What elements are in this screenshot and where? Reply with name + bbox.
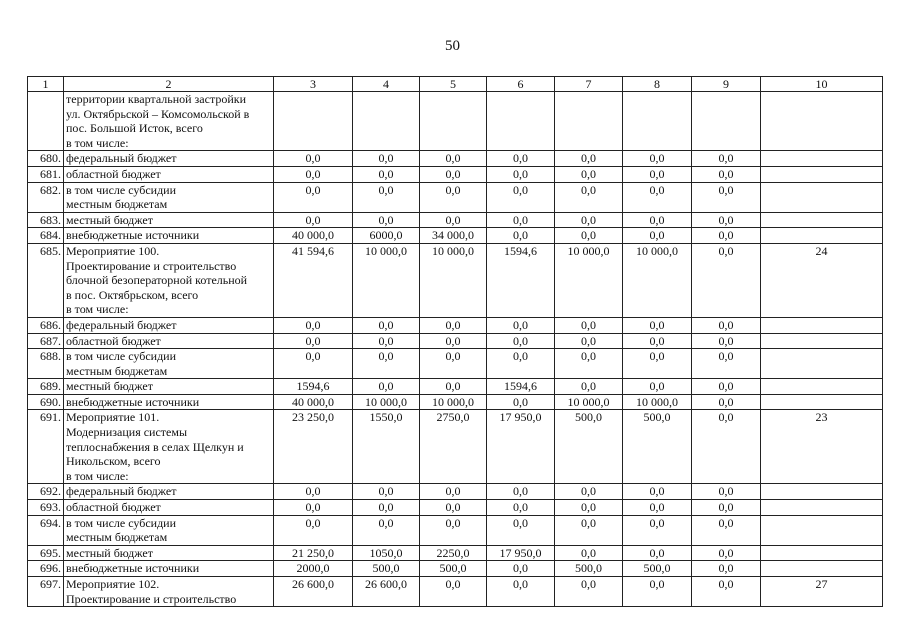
target-indicator-cell: 24 — [761, 243, 883, 317]
amount-cell: 0,0 — [555, 228, 623, 244]
amount-cell: 500,0 — [353, 561, 420, 577]
row-number: 685. — [28, 243, 64, 317]
amount-cell: 0,0 — [692, 243, 761, 317]
row-number: 680. — [28, 151, 64, 167]
target-indicator-cell — [761, 92, 883, 151]
amount-cell: 6000,0 — [353, 228, 420, 244]
amount-cell: 0,0 — [487, 228, 555, 244]
amount-cell: 41 594,6 — [274, 243, 353, 317]
row-number: 686. — [28, 317, 64, 333]
amount-cell: 0,0 — [420, 577, 487, 607]
amount-cell: 0,0 — [623, 212, 692, 228]
amount-cell: 0,0 — [487, 182, 555, 212]
amount-cell: 0,0 — [487, 349, 555, 379]
amount-cell: 0,0 — [487, 151, 555, 167]
amount-cell: 0,0 — [274, 500, 353, 516]
amount-cell: 500,0 — [555, 410, 623, 484]
amount-cell: 0,0 — [692, 182, 761, 212]
target-indicator-cell — [761, 379, 883, 395]
amount-cell: 0,0 — [353, 484, 420, 500]
row-number: 694. — [28, 515, 64, 545]
amount-cell: 0,0 — [692, 500, 761, 516]
table-row — [28, 515, 883, 545]
amount-cell: 1594,6 — [274, 379, 353, 395]
target-indicator-cell — [761, 394, 883, 410]
row-description: Мероприятие 102. Проектирование и строительство — [64, 577, 274, 607]
amount-cell: 0,0 — [353, 333, 420, 349]
amount-cell: 0,0 — [274, 484, 353, 500]
amount-cell: 10 000,0 — [420, 394, 487, 410]
table-body — [28, 77, 883, 607]
amount-cell: 0,0 — [420, 515, 487, 545]
amount-cell: 0,0 — [274, 349, 353, 379]
row-number: 695. — [28, 545, 64, 561]
row-description: местный бюджет — [64, 545, 274, 561]
table-row — [28, 349, 883, 379]
amount-cell: 0,0 — [692, 212, 761, 228]
amount-cell: 0,0 — [692, 379, 761, 395]
amount-cell: 0,0 — [692, 228, 761, 244]
target-indicator-cell — [761, 333, 883, 349]
amount-cell: 17 950,0 — [487, 410, 555, 484]
table-row — [28, 212, 883, 228]
amount-cell: 0,0 — [555, 515, 623, 545]
row-description: местный бюджет — [64, 212, 274, 228]
amount-cell: 0,0 — [623, 545, 692, 561]
row-number: 697. — [28, 577, 64, 607]
row-description: федеральный бюджет — [64, 151, 274, 167]
amount-cell: 0,0 — [353, 212, 420, 228]
table-row — [28, 92, 883, 151]
amount-cell — [555, 92, 623, 151]
amount-cell: 0,0 — [420, 151, 487, 167]
amount-cell: 0,0 — [692, 151, 761, 167]
table-row — [28, 333, 883, 349]
target-indicator-cell — [761, 500, 883, 516]
amount-cell: 0,0 — [420, 379, 487, 395]
row-number — [28, 92, 64, 151]
target-indicator-cell — [761, 228, 883, 244]
amount-cell — [353, 92, 420, 151]
amount-cell: 0,0 — [487, 166, 555, 182]
amount-cell: 0,0 — [353, 317, 420, 333]
target-indicator-cell — [761, 545, 883, 561]
budget-table — [27, 76, 883, 607]
target-indicator-cell — [761, 515, 883, 545]
amount-cell: 0,0 — [555, 577, 623, 607]
amount-cell: 0,0 — [420, 349, 487, 379]
row-description: областной бюджет — [64, 500, 274, 516]
amount-cell: 0,0 — [623, 349, 692, 379]
amount-cell: 0,0 — [487, 561, 555, 577]
amount-cell: 0,0 — [487, 500, 555, 516]
row-description: федеральный бюджет — [64, 484, 274, 500]
target-indicator-cell — [761, 317, 883, 333]
amount-cell: 0,0 — [692, 410, 761, 484]
amount-cell: 0,0 — [623, 379, 692, 395]
amount-cell: 10 000,0 — [353, 394, 420, 410]
amount-cell: 0,0 — [623, 484, 692, 500]
amount-cell: 23 250,0 — [274, 410, 353, 484]
row-number: 690. — [28, 394, 64, 410]
amount-cell: 0,0 — [692, 333, 761, 349]
amount-cell: 0,0 — [274, 166, 353, 182]
amount-cell: 0,0 — [353, 151, 420, 167]
target-indicator-cell — [761, 151, 883, 167]
amount-cell — [692, 92, 761, 151]
amount-cell: 0,0 — [487, 212, 555, 228]
amount-cell: 10 000,0 — [623, 243, 692, 317]
amount-cell: 0,0 — [623, 182, 692, 212]
row-number: 691. — [28, 410, 64, 484]
amount-cell: 0,0 — [487, 484, 555, 500]
amount-cell: 0,0 — [420, 333, 487, 349]
amount-cell: 0,0 — [692, 349, 761, 379]
target-indicator-cell — [761, 182, 883, 212]
amount-cell: 0,0 — [274, 212, 353, 228]
column-header: 5 — [420, 77, 487, 92]
amount-cell: 1594,6 — [487, 243, 555, 317]
row-number: 687. — [28, 333, 64, 349]
amount-cell: 0,0 — [555, 500, 623, 516]
amount-cell — [623, 92, 692, 151]
row-description: областной бюджет — [64, 166, 274, 182]
table-row — [28, 545, 883, 561]
row-description: внебюджетные источники — [64, 228, 274, 244]
amount-cell: 0,0 — [623, 500, 692, 516]
target-indicator-cell — [761, 212, 883, 228]
amount-cell: 0,0 — [555, 151, 623, 167]
amount-cell: 10 000,0 — [420, 243, 487, 317]
column-header: 10 — [761, 77, 883, 92]
target-indicator-cell — [761, 349, 883, 379]
amount-cell: 0,0 — [555, 317, 623, 333]
amount-cell: 0,0 — [692, 561, 761, 577]
amount-cell: 0,0 — [274, 317, 353, 333]
amount-cell: 0,0 — [274, 182, 353, 212]
header-row — [28, 77, 883, 92]
amount-cell: 0,0 — [623, 228, 692, 244]
row-number: 683. — [28, 212, 64, 228]
table-row — [28, 410, 883, 484]
amount-cell: 2250,0 — [420, 545, 487, 561]
amount-cell: 2750,0 — [420, 410, 487, 484]
row-description: Мероприятие 101. Модернизация системы теплоснабжения в селах Щелкун и Никольском, всего в том числе: — [64, 410, 274, 484]
row-description: внебюджетные источники — [64, 394, 274, 410]
table-row — [28, 151, 883, 167]
row-description: внебюджетные источники — [64, 561, 274, 577]
amount-cell: 0,0 — [353, 166, 420, 182]
row-description: областной бюджет — [64, 333, 274, 349]
table-row — [28, 379, 883, 395]
amount-cell: 0,0 — [420, 484, 487, 500]
amount-cell: 34 000,0 — [420, 228, 487, 244]
row-description: территории квартальной застройки ул. Октябрьской – Комсомольской в пос. Большой Исток, всего в том числе: — [64, 92, 274, 151]
amount-cell: 0,0 — [487, 577, 555, 607]
amount-cell — [487, 92, 555, 151]
amount-cell: 10 000,0 — [555, 243, 623, 317]
column-header: 3 — [274, 77, 353, 92]
amount-cell: 0,0 — [487, 394, 555, 410]
amount-cell: 0,0 — [353, 500, 420, 516]
amount-cell: 0,0 — [274, 151, 353, 167]
amount-cell: 0,0 — [692, 166, 761, 182]
amount-cell: 0,0 — [420, 212, 487, 228]
row-number: 681. — [28, 166, 64, 182]
amount-cell: 0,0 — [487, 317, 555, 333]
amount-cell: 0,0 — [353, 349, 420, 379]
table-row — [28, 243, 883, 317]
amount-cell: 0,0 — [420, 500, 487, 516]
target-indicator-cell — [761, 166, 883, 182]
amount-cell: 2000,0 — [274, 561, 353, 577]
amount-cell: 10 000,0 — [555, 394, 623, 410]
amount-cell: 0,0 — [623, 151, 692, 167]
target-indicator-cell — [761, 561, 883, 577]
amount-cell: 0,0 — [623, 166, 692, 182]
table-row — [28, 484, 883, 500]
amount-cell: 26 600,0 — [353, 577, 420, 607]
amount-cell: 0,0 — [555, 545, 623, 561]
target-indicator-cell: 27 — [761, 577, 883, 607]
table-row — [28, 182, 883, 212]
target-indicator-cell: 23 — [761, 410, 883, 484]
amount-cell: 0,0 — [420, 182, 487, 212]
amount-cell: 0,0 — [555, 182, 623, 212]
row-description: в том числе субсидии местным бюджетам — [64, 182, 274, 212]
amount-cell: 0,0 — [692, 515, 761, 545]
amount-cell: 0,0 — [623, 515, 692, 545]
row-number: 689. — [28, 379, 64, 395]
amount-cell: 0,0 — [555, 484, 623, 500]
amount-cell: 0,0 — [420, 166, 487, 182]
amount-cell: 17 950,0 — [487, 545, 555, 561]
column-header: 7 — [555, 77, 623, 92]
table-row — [28, 166, 883, 182]
row-number: 684. — [28, 228, 64, 244]
amount-cell: 21 250,0 — [274, 545, 353, 561]
amount-cell: 10 000,0 — [623, 394, 692, 410]
amount-cell: 0,0 — [692, 484, 761, 500]
column-header: 9 — [692, 77, 761, 92]
row-description: Мероприятие 100. Проектирование и строительство блочной безоператорной котельной в пос. Октябрьском, всего в том числе: — [64, 243, 274, 317]
amount-cell: 0,0 — [274, 515, 353, 545]
row-description: федеральный бюджет — [64, 317, 274, 333]
amount-cell: 0,0 — [623, 317, 692, 333]
amount-cell: 0,0 — [274, 333, 353, 349]
amount-cell: 40 000,0 — [274, 228, 353, 244]
amount-cell: 0,0 — [555, 333, 623, 349]
amount-cell: 0,0 — [623, 333, 692, 349]
row-description: в том числе субсидии местным бюджетам — [64, 515, 274, 545]
amount-cell: 0,0 — [623, 577, 692, 607]
table-row — [28, 317, 883, 333]
table-row — [28, 561, 883, 577]
column-header: 4 — [353, 77, 420, 92]
amount-cell: 0,0 — [555, 379, 623, 395]
amount-cell: 10 000,0 — [353, 243, 420, 317]
row-number: 682. — [28, 182, 64, 212]
amount-cell: 0,0 — [692, 317, 761, 333]
column-header: 2 — [64, 77, 274, 92]
amount-cell: 1550,0 — [353, 410, 420, 484]
amount-cell: 0,0 — [487, 515, 555, 545]
amount-cell: 1594,6 — [487, 379, 555, 395]
amount-cell: 0,0 — [353, 182, 420, 212]
amount-cell: 26 600,0 — [274, 577, 353, 607]
amount-cell: 0,0 — [555, 349, 623, 379]
row-number: 696. — [28, 561, 64, 577]
amount-cell: 500,0 — [420, 561, 487, 577]
amount-cell: 0,0 — [692, 545, 761, 561]
amount-cell: 0,0 — [353, 515, 420, 545]
amount-cell: 40 000,0 — [274, 394, 353, 410]
amount-cell: 1050,0 — [353, 545, 420, 561]
amount-cell — [420, 92, 487, 151]
table-row — [28, 500, 883, 516]
amount-cell: 0,0 — [353, 379, 420, 395]
amount-cell: 0,0 — [420, 317, 487, 333]
amount-cell: 0,0 — [555, 212, 623, 228]
page-number: 50 — [445, 38, 460, 54]
amount-cell — [274, 92, 353, 151]
amount-cell: 0,0 — [487, 333, 555, 349]
row-number: 693. — [28, 500, 64, 516]
row-number: 688. — [28, 349, 64, 379]
target-indicator-cell — [761, 484, 883, 500]
amount-cell: 0,0 — [555, 166, 623, 182]
row-description: местный бюджет — [64, 379, 274, 395]
amount-cell: 0,0 — [692, 577, 761, 607]
amount-cell: 500,0 — [555, 561, 623, 577]
column-header: 1 — [28, 77, 64, 92]
amount-cell: 0,0 — [692, 394, 761, 410]
table-row — [28, 228, 883, 244]
amount-cell: 500,0 — [623, 410, 692, 484]
table-row — [28, 394, 883, 410]
amount-cell: 500,0 — [623, 561, 692, 577]
table-row — [28, 577, 883, 607]
row-number: 692. — [28, 484, 64, 500]
column-header: 8 — [623, 77, 692, 92]
row-description: в том числе субсидии местным бюджетам — [64, 349, 274, 379]
column-header: 6 — [487, 77, 555, 92]
